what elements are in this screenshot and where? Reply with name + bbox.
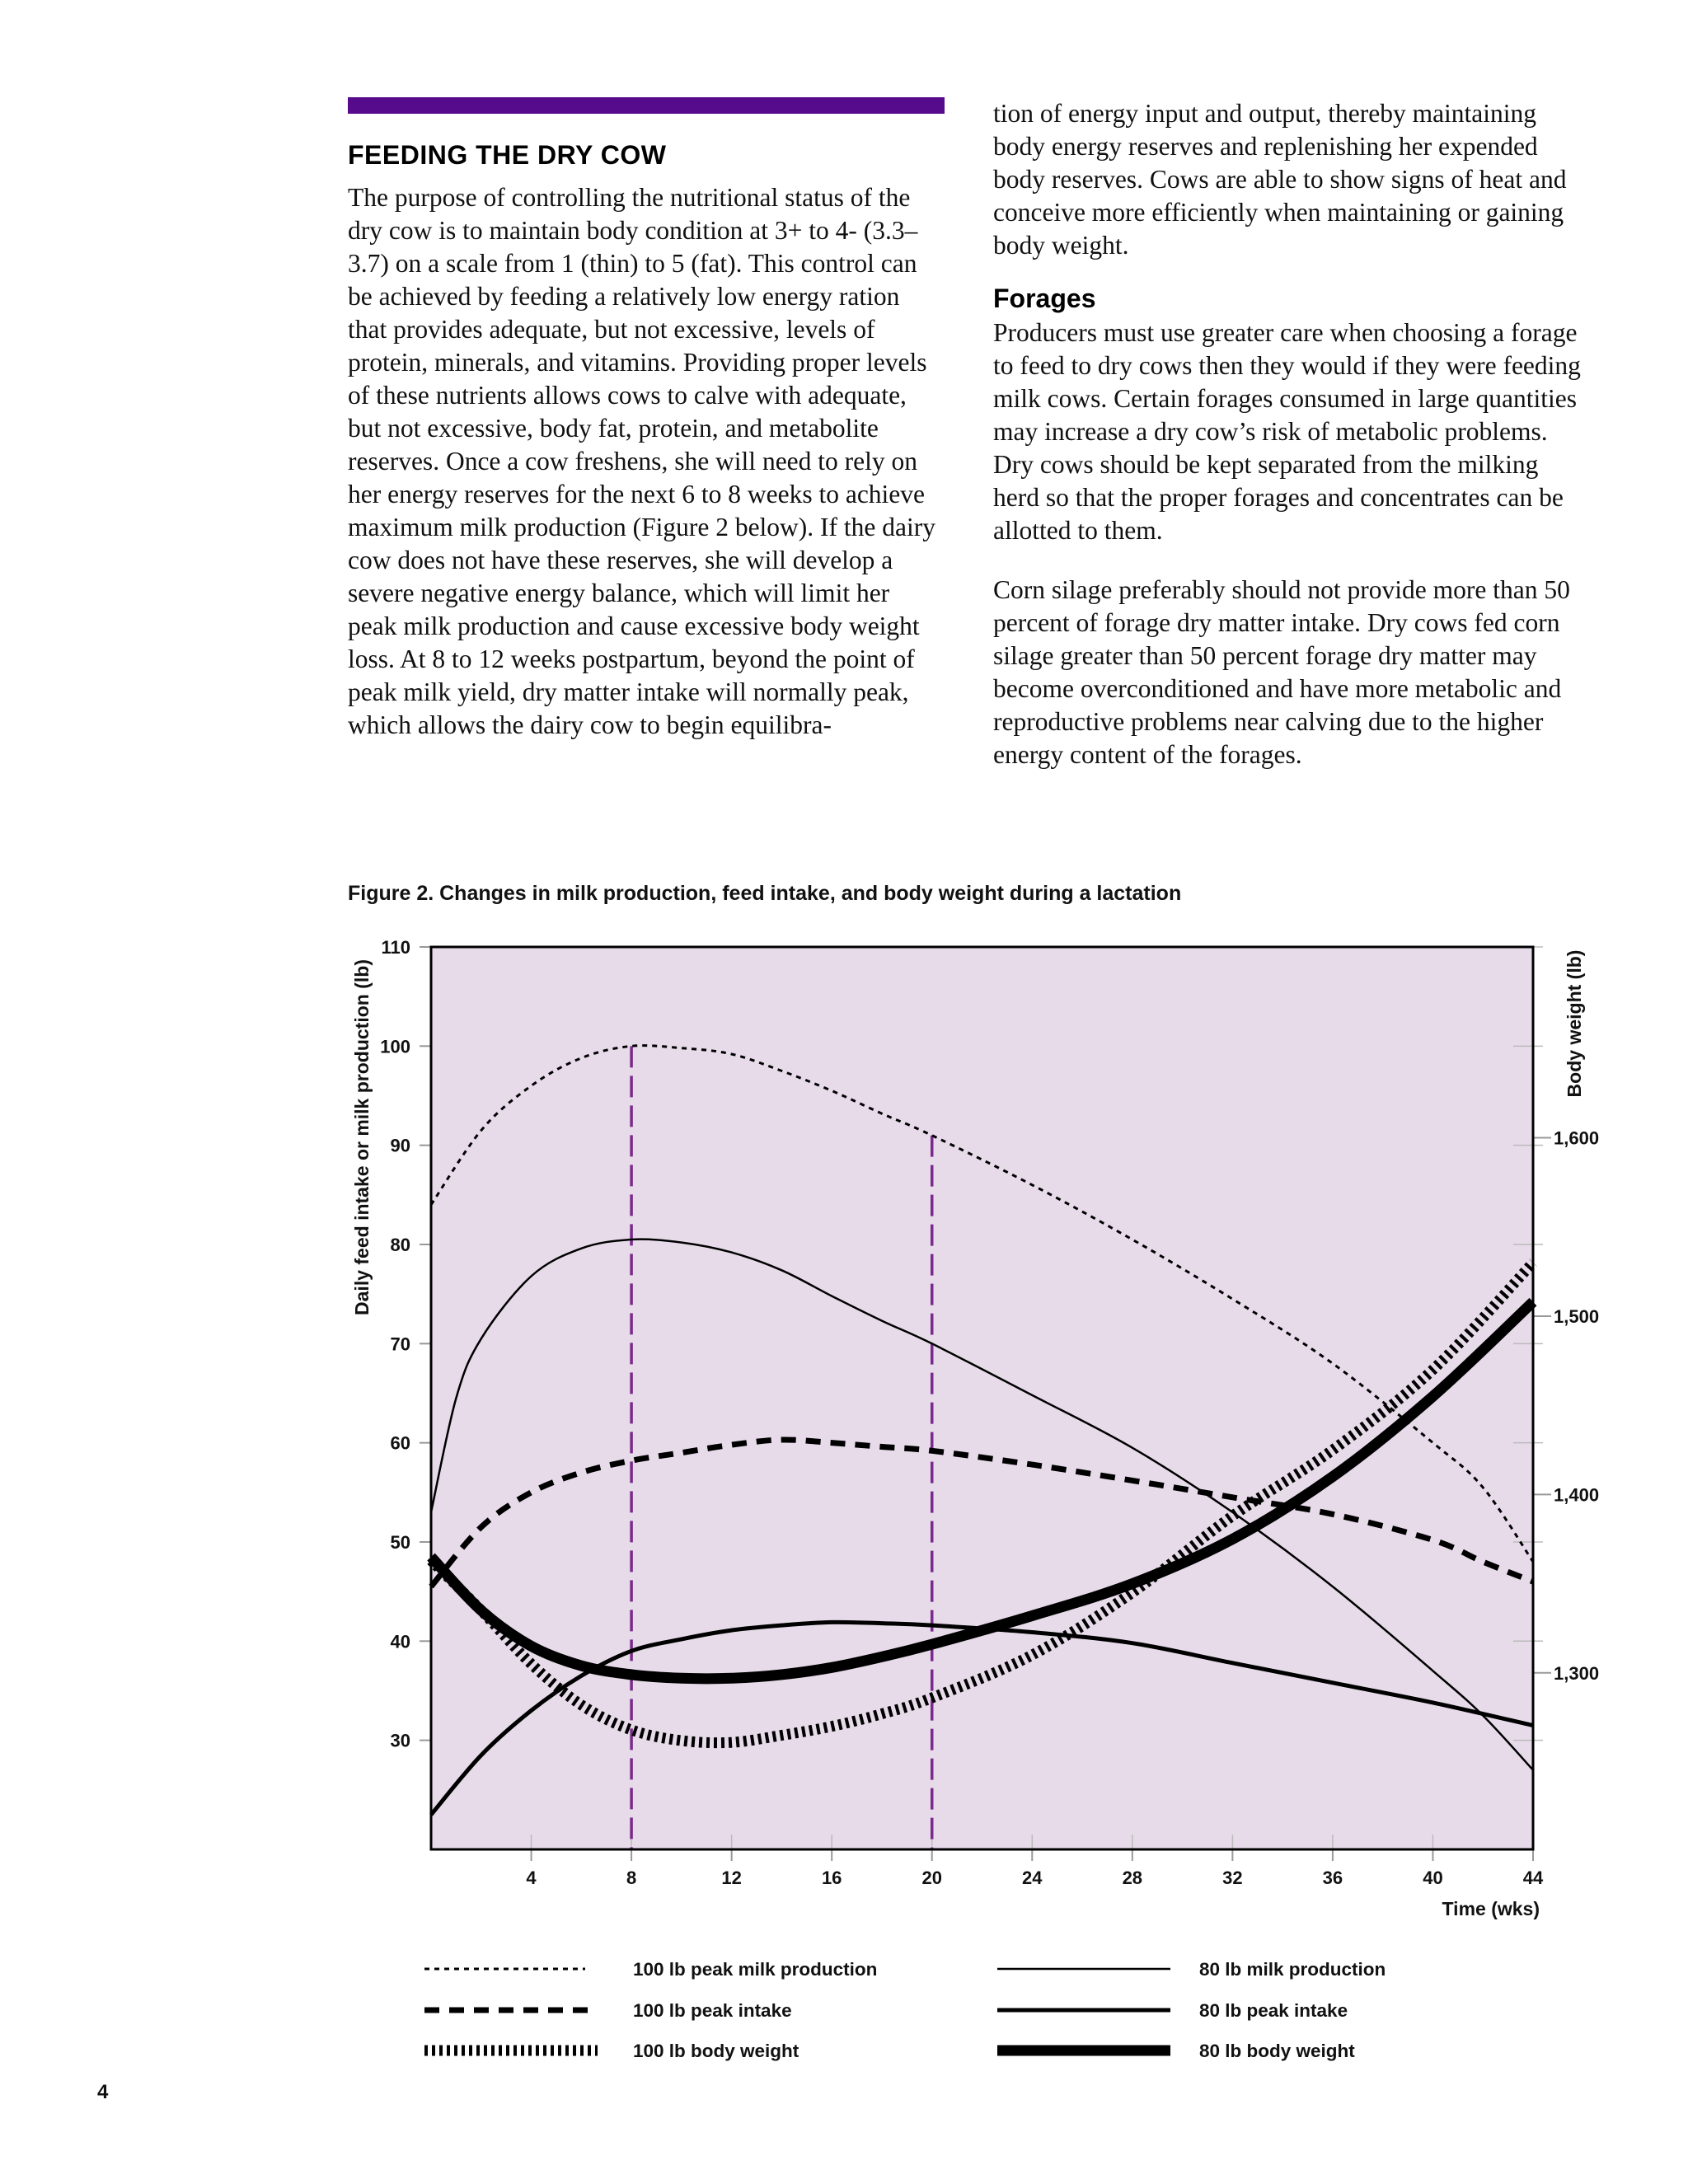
body-paragraph-silage: Corn silage preferably should not provide more than 50 percent of forage dry matter intake. Dry cows fed corn silage greater than 50 percent forage dry matter may become overconditioned and have more metabolic and reproductive problems near calving due to the higher energy content of the forages. [993,575,1570,769]
x-tick-label: 40 [1423,1868,1443,1888]
y-tick-label: 50 [390,1531,410,1553]
y2-tick-label: 1,600 [1554,1127,1600,1149]
x-tick-label: 4 [526,1868,537,1888]
legend-label-100-lb-peak-milk-production: 100 lb peak milk production [633,1959,878,1980]
legend-label-100-lb-peak-intake: 100 lb peak intake [633,2000,792,2021]
x-tick-label: 24 [1022,1868,1043,1888]
y-tick-label: 80 [390,1234,410,1255]
body-paragraph-continued: tion of energy input and output, thereby maintaining body energy reserves and replenishing her expended body reserves. Cows are able to show signs of heat and conceive more efficiently when maintaining or gaining body weight. [993,99,1567,260]
body-paragraph: The purpose of controlling the nutritional status of the dry cow is to maintain body condition at 3+ to 4- (3.3–3.7) on a scale from 1 (thin) to 5 (fat). This control can be achieved by feeding a relatively low energy ration that provides adequate, but not excessive, levels of protein, minerals, and vitamins. Providing proper levels of these nutrients allows cows to calve with adequate, but not excessive, body fat, protein, and metabolite reserves. Once a cow freshens, she will need to rely on her energy reserves for the next 6 to 8 weeks to achieve maximum milk production (Figure 2 below). If the dairy cow does not have these reserves, she will develop a severe negative energy balance, which will limit her peak milk production and cause excessive body weight loss. At 8 to 12 weeks postpartum, beyond the point of peak milk yield, dry matter intake will normally peak, which allows the dairy cow to begin equilibra- [348,183,935,739]
x-tick-label: 36 [1322,1868,1343,1888]
legend-label-80-lb-body-weight: 80 lb body weight [1199,2041,1355,2061]
y-tick-label: 40 [390,1631,410,1652]
y-tick-label: 90 [390,1135,410,1156]
y-axis-label: Daily feed intake or milk production (lb) [351,959,373,1315]
figure-title: Figure 2. Changes in milk production, feed intake, and body weight during a lactation [348,882,1182,905]
legend-label-100-lb-body-weight: 100 lb body weight [633,2041,799,2061]
subheading-forages: Forages [993,284,1096,313]
x-tick-label: 16 [821,1868,842,1888]
x-tick-label: 32 [1222,1868,1243,1888]
y2-axis-label: Body weight (lb) [1564,949,1585,1098]
legend-label-80-lb-peak-intake: 80 lb peak intake [1199,2000,1348,2021]
y-tick-label: 110 [381,937,410,958]
x-axis-label: Time (wks) [1442,1898,1540,1919]
legend-label-80-lb-milk-production: 80 lb milk production [1199,1959,1386,1980]
plot-area [431,947,1533,1849]
section-heading: FEEDING THE DRY COW [348,140,667,170]
x-tick-label: 8 [626,1868,637,1888]
y2-tick-label: 1,400 [1554,1484,1600,1506]
y2-tick-label: 1,500 [1554,1305,1600,1327]
y2-tick-label: 1,300 [1554,1662,1600,1684]
x-tick-label: 44 [1522,1868,1544,1888]
x-tick-label: 28 [1122,1868,1143,1888]
y-tick-label: 100 [380,1036,410,1057]
x-tick-label: 12 [721,1868,742,1888]
y-tick-label: 60 [390,1432,410,1454]
y-tick-label: 70 [390,1333,410,1355]
body-paragraph-forages: Producers must use greater care when choosing a forage to feed to dry cows then they would if they were feeding milk cows. Certain forages consumed in large quantities may increase a dry cow’s risk of metabolic problems. Dry cows should be kept separated from the milking herd so that the proper forages and concentrates can be allotted to them. [993,318,1581,545]
x-tick-label: 20 [921,1868,942,1888]
y-tick-label: 30 [390,1730,410,1751]
page-number: 4 [97,2081,109,2103]
